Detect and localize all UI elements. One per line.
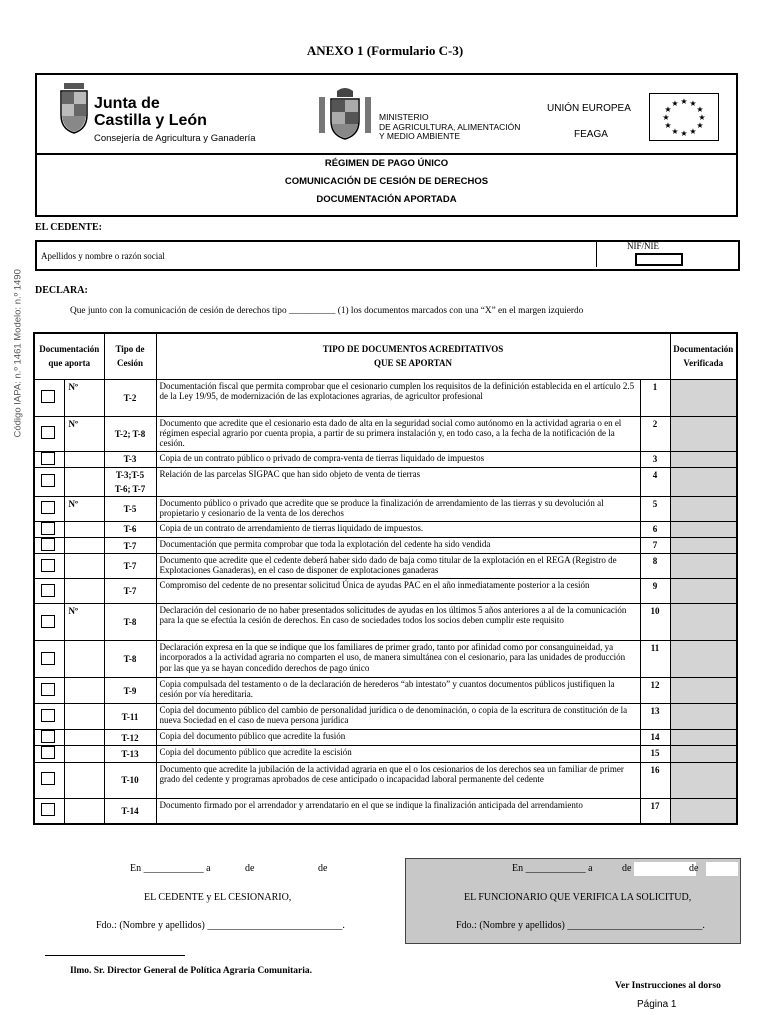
document-description: Documentación fiscal que permita comprobar que el cesionario cumplen los requisitos de la definición establecida en el artículo 2.5 de la Ley 19/95, de modernización de las explotaciones agrarias, de agricultor profesional [156, 379, 640, 416]
checkbox-cell [34, 604, 64, 641]
tipo-cesion-cell: T-12 [104, 730, 156, 746]
svg-text:★: ★ [689, 127, 697, 136]
document-checkbox[interactable] [41, 426, 55, 439]
addressee: Ilmo. Sr. Director General de Política Agraria Comunitaria. [70, 966, 313, 976]
col3-line2: QUE SE APORTAN [373, 358, 453, 369]
col4-line2: Verificada [683, 358, 724, 369]
nro-cell: Nº [64, 379, 104, 416]
nro-cell [64, 704, 104, 730]
tipo-cesion-cell: T-10 [104, 762, 156, 798]
checkbox-cell [34, 554, 64, 579]
document-description: Copia de un contrato de arrendamiento de tierras liquidado de impuestos. [156, 521, 640, 537]
verification-cell[interactable] [670, 554, 737, 579]
comunicacion-title: COMUNICACIÓN DE CESIÓN DE DERECHOS [284, 176, 489, 187]
col-header-tipo [104, 333, 156, 379]
page-number: Página 1 [637, 999, 677, 1010]
table-row [34, 704, 737, 730]
document-description: Copia de un contrato público o privado de compra-venta de tierras liquidado de impuestos [156, 451, 640, 467]
ministerio-line1: MINISTERIO [379, 112, 429, 122]
tipo-cesion-cell: T-7 [104, 579, 156, 604]
right-fdo[interactable]: Fdo.: (Nombre y apellidos) ___________________________. [456, 920, 705, 931]
table-row [34, 762, 737, 798]
document-checkbox[interactable] [41, 730, 55, 743]
checkbox-cell [34, 496, 64, 521]
verification-cell[interactable] [670, 579, 737, 604]
right-de2: de [689, 863, 699, 874]
document-number: 3 [640, 451, 670, 467]
col-header-tipo-documentos [156, 333, 670, 379]
left-place: En ____________ a [130, 863, 211, 874]
table-row [34, 521, 737, 537]
checkbox-cell [34, 467, 64, 496]
document-checkbox[interactable] [41, 652, 55, 665]
checkbox-cell [34, 416, 64, 451]
col2-line2: Cesión [116, 358, 143, 369]
document-description: Documento público o privado que acredite que se produce la finalización de arrendamiento de las tierras y su devolución al propietario y cesionario de la venta de los derechos [156, 496, 640, 521]
header-subtitle [37, 155, 736, 209]
document-checkbox[interactable] [41, 538, 55, 551]
document-number: 15 [640, 746, 670, 762]
document-description: Copia del documento público que acredite la fusión [156, 730, 640, 746]
document-number: 1 [640, 379, 670, 416]
nro-cell [64, 451, 104, 467]
ministerio-line2: DE AGRICULTURA, ALIMENTACIÓN [379, 121, 521, 132]
document-description: Copia compulsada del testamento o de la declaración de herederos “ab intestato” y cuantos documentos públicos justifiquen la cesión por vía hereditaria. [156, 678, 640, 704]
verification-cell[interactable] [670, 746, 737, 762]
declara-text: Que junto con la comunicación de cesión de derechos tipo __________ (1) los documentos marcados con una “X” en el margen izquierdo [70, 306, 584, 316]
svg-text:★: ★ [664, 105, 672, 114]
document-checkbox[interactable] [41, 709, 55, 722]
col1-line2: que aporta [48, 358, 91, 369]
jcyl-logo-text [94, 95, 207, 129]
svg-text:★: ★ [680, 97, 688, 106]
table-row [34, 554, 737, 579]
verification-cell[interactable] [670, 678, 737, 704]
verification-cell[interactable] [670, 762, 737, 798]
verification-cell[interactable] [670, 604, 737, 641]
checkbox-cell [34, 798, 64, 824]
tipo-cesion-cell: T-8 [104, 604, 156, 641]
tipo-cesion-cell: T-3;T-5 T-6; T-7 [104, 467, 156, 496]
document-number: 16 [640, 762, 670, 798]
col-header-verificada [670, 333, 737, 379]
tipo-cesion-cell: T-2; T-8 [104, 416, 156, 451]
regimen-title: RÉGIMEN DE PAGO ÚNICO [324, 158, 449, 169]
table-row [34, 730, 737, 746]
document-checkbox[interactable] [41, 390, 55, 403]
footnote-rule [45, 955, 185, 956]
document-description: Compromiso del cedente de no presentar solicitud Única de ayudas PAC en el año inmediatamente posterior a la cesión [156, 579, 640, 604]
verification-cell[interactable] [670, 798, 737, 824]
document-description: Documento que acredite la jubilación de la actividad agraria en que el o los cesionarios de los derechos sea un familiar de primer grado del cedente y programas aprobados de cese anticipado o incapacidad laboral permanente del cedente [156, 762, 640, 798]
nro-cell: Nº [64, 496, 104, 521]
nro-cell [64, 746, 104, 762]
document-number: 13 [640, 704, 670, 730]
svg-text:★: ★ [698, 113, 706, 122]
checkbox-cell [34, 451, 64, 467]
document-number: 2 [640, 416, 670, 451]
document-number: 12 [640, 678, 670, 704]
nro-cell [64, 467, 104, 496]
tipo-cesion-cell: T-2 [104, 379, 156, 416]
logo-band [37, 75, 736, 155]
nro-cell [64, 762, 104, 798]
instructions-note: Ver Instrucciones al dorso [615, 981, 721, 991]
declara-heading: DECLARA: [35, 285, 88, 296]
checkbox-cell [34, 379, 64, 416]
document-number: 7 [640, 537, 670, 553]
checkbox-cell [34, 579, 64, 604]
right-signers: EL FUNCIONARIO QUE VERIFICA LA SOLICITUD, [464, 892, 692, 903]
tipo-cesion-cell: T-11 [104, 704, 156, 730]
verification-cell[interactable] [670, 379, 737, 416]
svg-text:★: ★ [689, 99, 697, 108]
col2-line1: Tipo de [115, 344, 145, 355]
document-number: 4 [640, 467, 670, 496]
col4-line1: Documentación [673, 344, 734, 355]
table-header-row [34, 333, 737, 379]
jcyl-line1: Junta de [94, 95, 160, 112]
verification-cell[interactable] [670, 641, 737, 678]
left-de2: de [318, 863, 328, 874]
document-number: 17 [640, 798, 670, 824]
tipo-cesion-cell: T-13 [104, 746, 156, 762]
document-description: Declaración expresa en la que se indique que los familiares de primer grado, tanto por afinidad como por consanguineidad, ya incorporados a la actividad agraria no comparten el uso, de manera simultánea con el cesionario, para las unidades de producción por las que ya se hayan concedido derechos de pago único [156, 641, 640, 678]
date-blank-2 [706, 862, 738, 876]
consejeria-text: Consejería de Agricultura y Ganadería [94, 133, 256, 144]
document-checkbox[interactable] [41, 501, 55, 514]
table-row [34, 451, 737, 467]
document-number: 5 [640, 496, 670, 521]
verification-cell[interactable] [670, 704, 737, 730]
jcyl-line2: Castilla y León [94, 112, 207, 129]
side-form-code: Código IAPA: n.º 1461 Modelo: n.º 1490 [12, 269, 24, 438]
checkbox-cell [34, 521, 64, 537]
document-number: 14 [640, 730, 670, 746]
svg-text:★: ★ [662, 113, 670, 122]
col3-line1: TIPO DE DOCUMENTOS ACREDITATIVOS [322, 344, 504, 355]
tipo-cesion-cell: T-3 [104, 451, 156, 467]
table-row [34, 798, 737, 824]
cedente-name-label: Apellidos y nombre o razón social [41, 251, 165, 261]
document-checkbox[interactable] [41, 615, 55, 628]
document-number: 10 [640, 604, 670, 641]
verification-cell[interactable] [670, 467, 737, 496]
nro-cell: Nº [64, 604, 104, 641]
table-row [34, 641, 737, 678]
verification-cell[interactable] [670, 496, 737, 521]
checkbox-cell [34, 704, 64, 730]
jcyl-coat-of-arms-icon [59, 83, 89, 135]
documents-table [33, 332, 738, 825]
nro-cell: Nº [64, 416, 104, 451]
document-checkbox[interactable] [41, 772, 55, 785]
table-row [34, 379, 737, 416]
spain-coat-of-arms-icon [317, 87, 373, 141]
date-blank-1 [634, 862, 699, 876]
document-description: Relación de las parcelas SIGPAC que han sido objeto de venta de tierras [156, 467, 640, 496]
checkbox-cell [34, 730, 64, 746]
nro-cell [64, 554, 104, 579]
nro-cell [64, 678, 104, 704]
nro-cell [64, 537, 104, 553]
table-row [34, 746, 737, 762]
verification-cell[interactable] [670, 730, 737, 746]
nro-cell [64, 641, 104, 678]
document-description: Declaración del cesionario de no haber presentados solicitudes de ayudas en los últimos 5 años anteriores a al de la comunicación para la que se efectúa la cesión de derechos. En caso de sociedades todos los socios deben cumplir este requisito [156, 604, 640, 641]
document-number: 9 [640, 579, 670, 604]
tipo-cesion-cell: T-7 [104, 554, 156, 579]
tipo-cesion-cell: T-14 [104, 798, 156, 824]
document-checkbox[interactable] [41, 522, 55, 535]
nif-input[interactable] [635, 253, 683, 266]
verification-cell[interactable] [670, 521, 737, 537]
nro-cell [64, 798, 104, 824]
svg-text:★: ★ [664, 121, 672, 130]
left-fdo[interactable]: Fdo.: (Nombre y apellidos) ___________________________. [96, 920, 345, 931]
col-header-aporta [34, 333, 104, 379]
table-row [34, 579, 737, 604]
left-de1: de [245, 863, 255, 874]
document-checkbox[interactable] [41, 803, 55, 816]
nif-label: NIF/NIE [627, 241, 659, 251]
document-description: Copia del documento público del cambio de personalidad jurídica o de denominación, o copia de la escritura de constitución de la nueva Sociedad en el caso de nueva persona jurídica [156, 704, 640, 730]
cedente-heading: EL CEDENTE: [35, 222, 102, 233]
table-row [34, 537, 737, 553]
document-checkbox[interactable] [41, 559, 55, 572]
form-title: ANEXO 1 (Formulario C-3) [306, 43, 464, 58]
document-checkbox[interactable] [41, 584, 55, 597]
tipo-cesion-cell: T-8 [104, 641, 156, 678]
official-verification-box [405, 858, 741, 944]
nro-cell [64, 521, 104, 537]
document-checkbox[interactable] [41, 452, 55, 465]
tipo-cesion-cell: T-6 [104, 521, 156, 537]
svg-text:★: ★ [696, 105, 704, 114]
tipo-cesion-cell: T-9 [104, 678, 156, 704]
documentacion-title: DOCUMENTACIÓN APORTADA [316, 194, 457, 205]
ministerio-line3: Y MEDIO AMBIENTE [379, 131, 461, 141]
svg-text:★: ★ [671, 127, 679, 136]
ministerio-text [379, 113, 520, 142]
document-number: 6 [640, 521, 670, 537]
tipo-cesion-cell: T-7 [104, 537, 156, 553]
document-checkbox[interactable] [41, 474, 55, 487]
document-checkbox[interactable] [41, 746, 55, 759]
feaga-label: FEAGA [574, 129, 608, 140]
table-row [34, 496, 737, 521]
svg-text:★: ★ [671, 99, 679, 108]
right-place: En ____________ a [512, 863, 593, 874]
document-number: 8 [640, 554, 670, 579]
document-description: Documento que acredite que el cedente deberá haber sido dado de baja como titular de la explotación en el REGA (Registro de Explotaciones Ganaderas), en el caso de disponer de explotaciones ganaderas [156, 554, 640, 579]
left-signers: EL CEDENTE y EL CESIONARIO, [144, 892, 292, 903]
verification-cell[interactable] [670, 537, 737, 553]
svg-text:★: ★ [680, 129, 688, 138]
checkbox-cell [34, 641, 64, 678]
checkbox-cell [34, 746, 64, 762]
verification-cell[interactable] [670, 451, 737, 467]
right-de1: de [622, 863, 632, 874]
table-row [34, 416, 737, 451]
verification-cell[interactable] [670, 416, 737, 451]
table-row [34, 678, 737, 704]
checkbox-cell [34, 762, 64, 798]
col1-line1: Documentación [39, 344, 100, 355]
svg-text:★: ★ [696, 121, 704, 130]
document-description: Documentación que permita comprobar que toda la explotación del cedente ha sido vendida [156, 537, 640, 553]
checkbox-cell [34, 537, 64, 553]
ue-label: UNIÓN EUROPEA [547, 103, 631, 114]
checkbox-cell [34, 678, 64, 704]
table-row [34, 467, 737, 496]
document-checkbox[interactable] [41, 683, 55, 696]
header-box [35, 73, 738, 217]
nro-cell [64, 579, 104, 604]
document-description: Copia del documento público que acredite la escisión [156, 746, 640, 762]
nro-cell [64, 730, 104, 746]
document-description: Documento que acredite que el cesionario esta dado de alta en la seguridad social como autónomo en la actividad agraria o en el régimen especial agrario por cuenta propia, a partir de su primera instalación y, en todo caso, a la fecha de la notificación de la cesión. [156, 416, 640, 451]
document-description: Documento firmado por el arrendador y arrendatario en el que se indique la finalización anticipada del arrendamiento [156, 798, 640, 824]
document-number: 11 [640, 641, 670, 678]
tipo-cesion-cell: T-5 [104, 496, 156, 521]
eu-flag-icon [649, 93, 719, 141]
table-row [34, 604, 737, 641]
